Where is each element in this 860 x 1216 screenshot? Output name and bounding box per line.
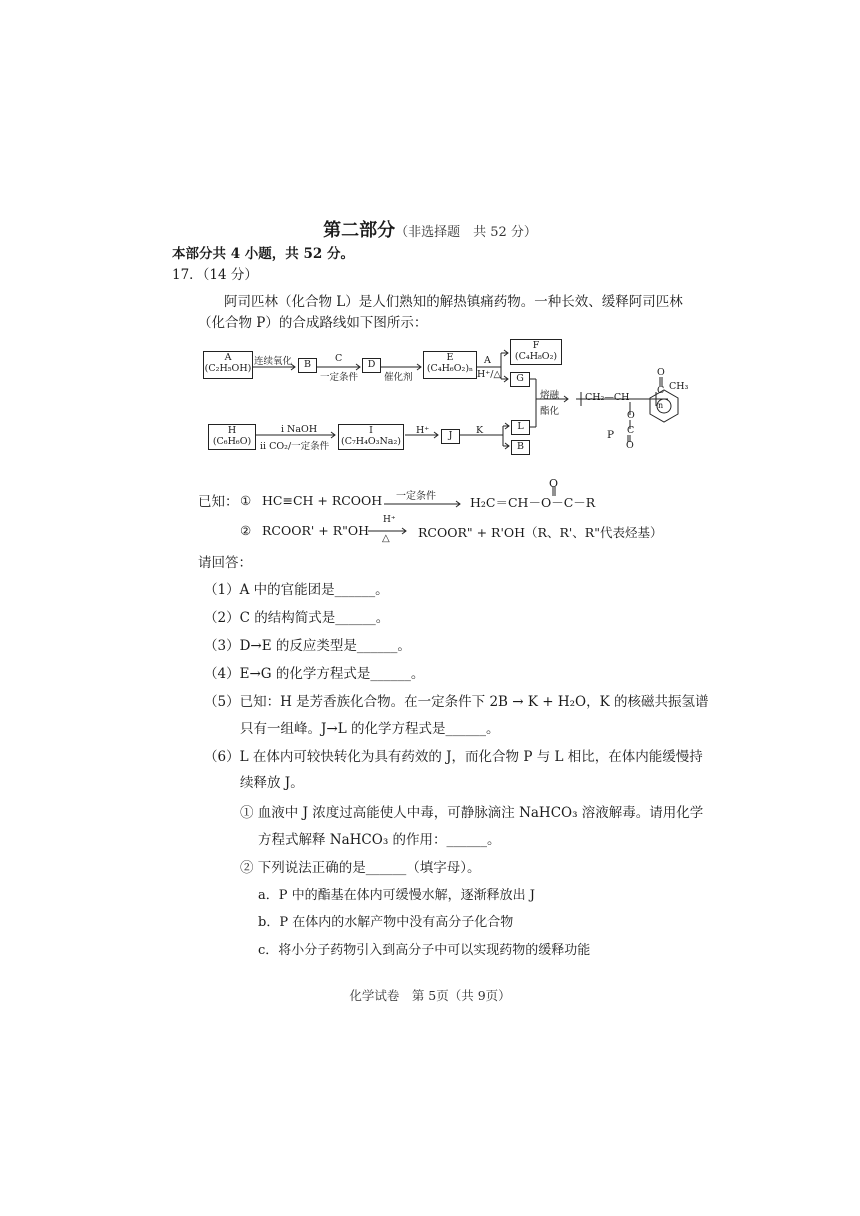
arrow-H-I-reagent-1: i NaOH bbox=[281, 424, 318, 435]
subquestion-6-2: ② 下列说法正确的是______（填字母）。 bbox=[240, 860, 481, 876]
page-footer: 化学试卷 第 5页（共 9页） bbox=[349, 988, 511, 1003]
compound-B-product-label: B bbox=[517, 441, 524, 452]
known-label: 已知： bbox=[198, 494, 239, 510]
compound-L-box bbox=[511, 420, 530, 435]
compound-A-formula: (C₂H₅OH) bbox=[204, 363, 252, 374]
compound-P-label: P bbox=[607, 429, 615, 441]
compound-A-label: A bbox=[224, 352, 232, 363]
compound-D-box bbox=[362, 358, 381, 373]
option-a: a．P 中的酯基在体内可缓慢水解，逐渐释放出 J bbox=[258, 888, 535, 903]
acetyl-O: O bbox=[657, 367, 665, 378]
compound-H-formula: (C₆H₆O) bbox=[212, 436, 252, 447]
answer-prompt: 请回答： bbox=[198, 555, 252, 571]
arrow-D-E-condition: 催化剂 bbox=[384, 372, 413, 383]
question-stem-2: （化合物 P）的合成路线如下图所示： bbox=[198, 315, 428, 331]
arrow-A-B-label: 连续氧化 bbox=[254, 356, 293, 367]
known-1-product: H₂C＝CH－O－C－R bbox=[470, 495, 596, 510]
compound-J-label: J bbox=[448, 430, 453, 441]
question-number: 17．（14 分） bbox=[172, 267, 258, 283]
arrow-J-L-reagent: K bbox=[476, 425, 484, 436]
compound-G-label: G bbox=[516, 373, 524, 384]
subquestion-6-1-line2: 方程式解释 NaHCO₃ 的作用：______。 bbox=[258, 832, 501, 848]
compound-E-box bbox=[423, 351, 477, 379]
option-c: c．将小分子药物引入到高分子中可以实现药物的缓释功能 bbox=[258, 943, 591, 958]
subquestion-5-line1: （5）已知：H 是芳香族化合物。在一定条件下 2B → K + H₂O，K 的核磁共振氢谱 bbox=[204, 694, 709, 710]
subquestion-6-line1: （6）L 在体内可较快转化为具有药效的 J，而化合物 P 与 L 相比，在体内能缓慢持 bbox=[204, 749, 703, 765]
compound-F-box bbox=[510, 339, 562, 365]
compound-B-label: B bbox=[304, 359, 311, 370]
known-1-arrow bbox=[384, 499, 464, 509]
section-intro: 本部分共 4 小题，共 52 分。 bbox=[172, 246, 354, 262]
polymer-n: n bbox=[658, 401, 664, 410]
subquestion-5-line2: 只有一组峰。J→L 的化学方程式是______。 bbox=[240, 721, 500, 737]
question-stem-1: 阿司匹林（化合物 L）是人们熟知的解热镇痛药物。一种长效、缓释阿司匹林 bbox=[224, 294, 683, 310]
subquestion-6-1-line1: ① 血液中 J 浓度过高能使人中毒，可静脉滴注 NaHCO₃ 溶液解毒。请用化学 bbox=[240, 805, 704, 821]
known-1-condition: 一定条件 bbox=[396, 491, 436, 502]
known-2-condition-heat: △ bbox=[382, 533, 390, 544]
compound-D-label: D bbox=[367, 359, 376, 370]
subquestion-6-line2: 续释放 J。 bbox=[240, 775, 304, 791]
compound-E-label: E bbox=[446, 352, 454, 363]
acetyl-CH3: CH₃ bbox=[669, 381, 689, 392]
known-2-reactants: RCOOR' + R"OH bbox=[262, 523, 370, 538]
arrow-E-reagent: A bbox=[484, 355, 491, 366]
subquestion-2: （2）C 的结构简式是______。 bbox=[204, 610, 390, 626]
compound-E-formula: (C₄H₆O₂)ₙ bbox=[426, 363, 474, 374]
compound-H-box bbox=[208, 424, 256, 450]
arrow-B-D-condition: 一定条件 bbox=[320, 372, 359, 383]
known-1-double-bond bbox=[550, 487, 558, 496]
part-title-sub: （非选择题 共 52 分） bbox=[395, 225, 537, 240]
polymer-carbonyl-O: O bbox=[626, 440, 634, 451]
acetyl-C: C bbox=[657, 385, 665, 396]
arrow-B-D-reagent: C bbox=[335, 353, 343, 364]
compound-G-box bbox=[510, 372, 530, 387]
compound-J-box bbox=[441, 429, 460, 444]
known-2-condition-acid: H⁺ bbox=[383, 515, 396, 525]
part-title-main: 第二部分 bbox=[323, 220, 396, 241]
subquestion-4: （4）E→G 的化学方程式是______。 bbox=[204, 666, 425, 682]
compound-F-formula: (C₄H₈O₂) bbox=[514, 351, 558, 362]
part-title bbox=[0, 216, 860, 242]
known-1-reactants: HC≡CH + RCOOH bbox=[262, 493, 383, 508]
compound-A-box bbox=[203, 351, 253, 379]
polymer-ester-C: C bbox=[627, 425, 635, 436]
known-2-products: RCOOR" + R'OH（R、R'、R"代表烃基） bbox=[418, 525, 663, 540]
polymer-chain: CH₂—CH bbox=[585, 392, 630, 403]
compound-B-product-box bbox=[511, 440, 530, 455]
known-1-num: ① bbox=[240, 493, 252, 508]
compound-I-label: I bbox=[369, 425, 373, 436]
compound-I-box bbox=[338, 424, 404, 450]
subquestion-1: （1）A 中的官能团是______。 bbox=[204, 582, 389, 598]
compound-L-label: L bbox=[517, 421, 524, 432]
compound-B-box bbox=[298, 358, 317, 373]
known-2-num: ② bbox=[240, 523, 252, 538]
polymer-ester-O: O bbox=[627, 410, 635, 421]
compound-F-label: F bbox=[532, 340, 540, 351]
compound-H-label: H bbox=[227, 425, 237, 436]
arrow-G-P-condition-2: 酯化 bbox=[540, 406, 560, 417]
subquestion-3: （3）D→E 的反应类型是______。 bbox=[204, 638, 411, 654]
arrow-H-I-reagent-2: ii CO₂/一定条件 bbox=[260, 441, 330, 452]
compound-I-formula: (C₇H₄O₃Na₂) bbox=[341, 436, 401, 447]
arrow-I-J-reagent: H⁺ bbox=[416, 425, 430, 436]
arrow-E-condition: H⁺/△ bbox=[477, 369, 501, 380]
known-1-carbonyl-O: O bbox=[549, 477, 559, 490]
arrow-G-P-condition-1: 熔融 bbox=[540, 390, 560, 401]
option-b: b．P 在体内的水解产物中没有高分子化合物 bbox=[258, 915, 514, 930]
